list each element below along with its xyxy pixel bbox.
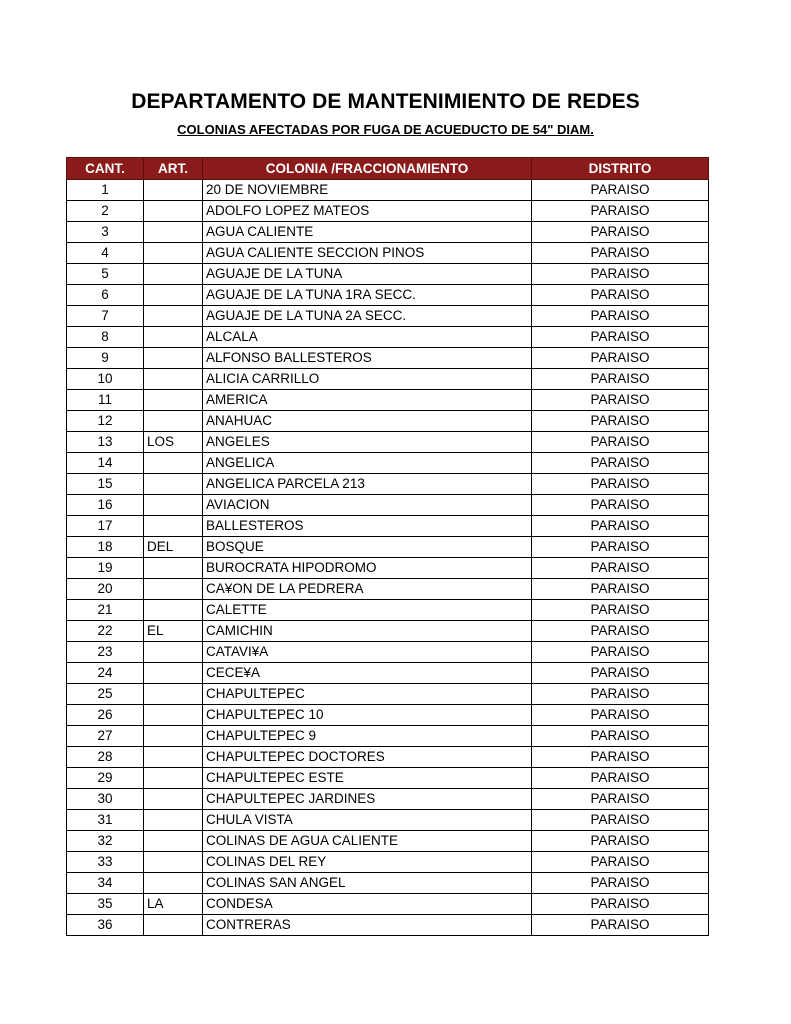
cell-cant: 17 — [67, 516, 144, 537]
cell-art — [144, 327, 203, 348]
header-distrito: DISTRITO — [532, 158, 709, 180]
document-title: DEPARTAMENTO DE MANTENIMIENTO DE REDES — [131, 90, 640, 113]
cell-cant: 30 — [67, 789, 144, 810]
cell-cant: 9 — [67, 348, 144, 369]
table-row — [67, 894, 709, 915]
table-row — [67, 243, 709, 264]
cell-colonia: CONTRERAS — [203, 915, 532, 936]
cell-art — [144, 726, 203, 747]
cell-distrito: PARAISO — [532, 726, 709, 747]
cell-distrito: PARAISO — [532, 915, 709, 936]
cell-distrito: PARAISO — [532, 558, 709, 579]
cell-colonia: AVIACION — [203, 495, 532, 516]
table-row — [67, 411, 709, 432]
cell-colonia: CHAPULTEPEC ESTE — [203, 768, 532, 789]
cell-art: LOS — [144, 432, 203, 453]
cell-art — [144, 831, 203, 852]
table-row — [67, 453, 709, 474]
cell-colonia: CA¥ON DE LA PEDRERA — [203, 579, 532, 600]
cell-cant: 1 — [67, 180, 144, 201]
cell-cant: 19 — [67, 558, 144, 579]
cell-colonia: AGUA CALIENTE SECCION PINOS — [203, 243, 532, 264]
cell-art — [144, 243, 203, 264]
cell-colonia: AGUA CALIENTE — [203, 222, 532, 243]
cell-distrito: PARAISO — [532, 222, 709, 243]
cell-distrito: PARAISO — [532, 600, 709, 621]
table-row — [67, 369, 709, 390]
cell-colonia: ANAHUAC — [203, 411, 532, 432]
cell-colonia: AMERICA — [203, 390, 532, 411]
cell-distrito: PARAISO — [532, 789, 709, 810]
cell-distrito: PARAISO — [532, 474, 709, 495]
cell-cant: 11 — [67, 390, 144, 411]
cell-distrito: PARAISO — [532, 432, 709, 453]
table-row — [67, 558, 709, 579]
cell-art — [144, 222, 203, 243]
cell-cant: 12 — [67, 411, 144, 432]
cell-art — [144, 411, 203, 432]
cell-colonia: CHAPULTEPEC — [203, 684, 532, 705]
cell-cant: 20 — [67, 579, 144, 600]
cell-art — [144, 579, 203, 600]
table-row — [67, 747, 709, 768]
cell-distrito: PARAISO — [532, 495, 709, 516]
cell-art: EL — [144, 621, 203, 642]
cell-colonia: BALLESTEROS — [203, 516, 532, 537]
cell-colonia: CHAPULTEPEC 9 — [203, 726, 532, 747]
header-cant: CANT. — [67, 158, 144, 180]
table-row — [67, 201, 709, 222]
table-row — [67, 810, 709, 831]
cell-colonia: BUROCRATA HIPODROMO — [203, 558, 532, 579]
cell-art — [144, 873, 203, 894]
cell-distrito: PARAISO — [532, 621, 709, 642]
cell-colonia: ANGELICA — [203, 453, 532, 474]
cell-distrito: PARAISO — [532, 537, 709, 558]
cell-distrito: PARAISO — [532, 285, 709, 306]
cell-colonia: COLINAS SAN ANGEL — [203, 873, 532, 894]
cell-cant: 5 — [67, 264, 144, 285]
cell-art — [144, 642, 203, 663]
cell-art — [144, 663, 203, 684]
cell-colonia: BOSQUE — [203, 537, 532, 558]
cell-distrito: PARAISO — [532, 810, 709, 831]
cell-cant: 15 — [67, 474, 144, 495]
cell-cant: 14 — [67, 453, 144, 474]
cell-distrito: PARAISO — [532, 642, 709, 663]
cell-distrito: PARAISO — [532, 348, 709, 369]
cell-art: LA — [144, 894, 203, 915]
cell-cant: 6 — [67, 285, 144, 306]
cell-colonia: CHULA VISTA — [203, 810, 532, 831]
cell-cant: 35 — [67, 894, 144, 915]
cell-cant: 7 — [67, 306, 144, 327]
cell-art — [144, 474, 203, 495]
cell-cant: 16 — [67, 495, 144, 516]
header-colonia: COLONIA /FRACCIONAMIENTO — [203, 158, 532, 180]
cell-distrito: PARAISO — [532, 852, 709, 873]
cell-colonia: AGUAJE DE LA TUNA — [203, 264, 532, 285]
cell-art — [144, 747, 203, 768]
cell-art — [144, 684, 203, 705]
cell-cant: 2 — [67, 201, 144, 222]
cell-cant: 34 — [67, 873, 144, 894]
cell-distrito: PARAISO — [532, 894, 709, 915]
cell-art — [144, 558, 203, 579]
table-header — [67, 158, 709, 180]
table-row — [67, 264, 709, 285]
cell-cant: 10 — [67, 369, 144, 390]
table-row — [67, 474, 709, 495]
cell-colonia: CONDESA — [203, 894, 532, 915]
cell-distrito: PARAISO — [532, 264, 709, 285]
table-row — [67, 663, 709, 684]
cell-cant: 27 — [67, 726, 144, 747]
cell-art — [144, 285, 203, 306]
cell-colonia: CHAPULTEPEC DOCTORES — [203, 747, 532, 768]
cell-art — [144, 768, 203, 789]
cell-colonia: CHAPULTEPEC 10 — [203, 705, 532, 726]
cell-art — [144, 453, 203, 474]
cell-cant: 21 — [67, 600, 144, 621]
cell-colonia: ANGELES — [203, 432, 532, 453]
cell-cant: 29 — [67, 768, 144, 789]
cell-distrito: PARAISO — [532, 411, 709, 432]
cell-distrito: PARAISO — [532, 327, 709, 348]
cell-art — [144, 390, 203, 411]
cell-art — [144, 789, 203, 810]
cell-art — [144, 348, 203, 369]
cell-distrito: PARAISO — [532, 663, 709, 684]
cell-distrito: PARAISO — [532, 873, 709, 894]
table-body — [67, 180, 709, 936]
cell-distrito: PARAISO — [532, 453, 709, 474]
cell-distrito: PARAISO — [532, 180, 709, 201]
table-row — [67, 684, 709, 705]
table-row — [67, 327, 709, 348]
cell-colonia: CATAVI¥A — [203, 642, 532, 663]
cell-cant: 8 — [67, 327, 144, 348]
cell-art — [144, 180, 203, 201]
table-row — [67, 726, 709, 747]
cell-art: DEL — [144, 537, 203, 558]
cell-cant: 4 — [67, 243, 144, 264]
cell-cant: 31 — [67, 810, 144, 831]
table-row — [67, 915, 709, 936]
document-subtitle: COLONIAS AFECTADAS POR FUGA DE ACUEDUCTO DE 54" DIAM. — [177, 122, 594, 137]
table-row — [67, 873, 709, 894]
cell-distrito: PARAISO — [532, 831, 709, 852]
table-row — [67, 348, 709, 369]
cell-colonia: ALFONSO BALLESTEROS — [203, 348, 532, 369]
cell-colonia: COLINAS DE AGUA CALIENTE — [203, 831, 532, 852]
cell-distrito: PARAISO — [532, 243, 709, 264]
cell-distrito: PARAISO — [532, 390, 709, 411]
cell-colonia: CHAPULTEPEC JARDINES — [203, 789, 532, 810]
table-row — [67, 789, 709, 810]
cell-cant: 18 — [67, 537, 144, 558]
table-row — [67, 642, 709, 663]
cell-cant: 13 — [67, 432, 144, 453]
table-row — [67, 306, 709, 327]
table-row — [67, 180, 709, 201]
cell-distrito: PARAISO — [532, 579, 709, 600]
cell-cant: 3 — [67, 222, 144, 243]
cell-distrito: PARAISO — [532, 369, 709, 390]
cell-art — [144, 705, 203, 726]
cell-colonia: CECE¥A — [203, 663, 532, 684]
cell-colonia: ANGELICA PARCELA 213 — [203, 474, 532, 495]
cell-cant: 28 — [67, 747, 144, 768]
header-art: ART. — [144, 158, 203, 180]
table-row — [67, 600, 709, 621]
cell-art — [144, 369, 203, 390]
table-row — [67, 621, 709, 642]
cell-art — [144, 306, 203, 327]
colonias-table — [66, 157, 709, 936]
table-row — [67, 768, 709, 789]
cell-art — [144, 264, 203, 285]
cell-distrito: PARAISO — [532, 201, 709, 222]
cell-cant: 24 — [67, 663, 144, 684]
table-row — [67, 285, 709, 306]
cell-colonia: AGUAJE DE LA TUNA 2A SECC. — [203, 306, 532, 327]
cell-cant: 23 — [67, 642, 144, 663]
table-row — [67, 432, 709, 453]
cell-art — [144, 516, 203, 537]
cell-colonia: ALCALA — [203, 327, 532, 348]
cell-colonia: ALICIA CARRILLO — [203, 369, 532, 390]
cell-cant: 25 — [67, 684, 144, 705]
cell-art — [144, 600, 203, 621]
cell-art — [144, 495, 203, 516]
table-row — [67, 705, 709, 726]
cell-cant: 33 — [67, 852, 144, 873]
table-row — [67, 516, 709, 537]
table-row — [67, 495, 709, 516]
table-row — [67, 579, 709, 600]
cell-distrito: PARAISO — [532, 768, 709, 789]
cell-colonia: COLINAS DEL REY — [203, 852, 532, 873]
cell-colonia: 20 DE NOVIEMBRE — [203, 180, 532, 201]
cell-art — [144, 852, 203, 873]
table-row — [67, 852, 709, 873]
cell-art — [144, 915, 203, 936]
cell-cant: 22 — [67, 621, 144, 642]
cell-art — [144, 201, 203, 222]
cell-distrito: PARAISO — [532, 684, 709, 705]
cell-colonia: ADOLFO LOPEZ MATEOS — [203, 201, 532, 222]
header-row — [67, 158, 709, 180]
cell-cant: 26 — [67, 705, 144, 726]
table-row — [67, 537, 709, 558]
cell-distrito: PARAISO — [532, 306, 709, 327]
table-row — [67, 390, 709, 411]
cell-colonia: CALETTE — [203, 600, 532, 621]
cell-distrito: PARAISO — [532, 705, 709, 726]
cell-colonia: CAMICHIN — [203, 621, 532, 642]
cell-cant: 36 — [67, 915, 144, 936]
table-row — [67, 222, 709, 243]
cell-distrito: PARAISO — [532, 747, 709, 768]
cell-art — [144, 810, 203, 831]
cell-cant: 32 — [67, 831, 144, 852]
cell-distrito: PARAISO — [532, 516, 709, 537]
table-row — [67, 831, 709, 852]
cell-colonia: AGUAJE DE LA TUNA 1RA SECC. — [203, 285, 532, 306]
